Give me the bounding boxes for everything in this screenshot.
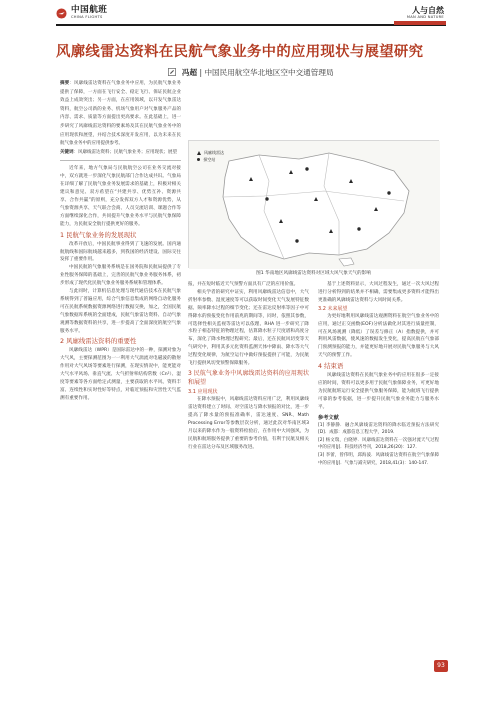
abstract-colon: ： bbox=[69, 81, 74, 86]
section-3-1-continuation: 基于上述资料显示，大风过程发生，通过一次大风过程进行分析得到的结果并不相确，需要集成更多资料才能得出更准确的风廓线雷达资料与大风时间关系。 bbox=[318, 282, 439, 303]
section-name-cn: 人与自然 bbox=[412, 6, 444, 15]
legend-item-sounding bbox=[197, 156, 224, 163]
author-line bbox=[0, 67, 502, 78]
sounding-station-marker bbox=[295, 239, 298, 242]
reference-item: [2] 杨文瑞，白晓婷．风廓线雷达资料在一次强对流天气过程中的应用[J]．科技经济导刊，2018,26(20)：127． bbox=[318, 437, 439, 451]
legend-item-radar bbox=[197, 149, 224, 156]
sounding-station-marker bbox=[265, 197, 268, 200]
section-4-paragraph: 风廓线雷达资料在民航气象业务中的应用在很多一定接应的时间，资料可以更多用于民航气象保障业务，可更好地为民航航班运行安全提供气象服务保障，能为航班飞行提供可靠的参考依据，进一步提升民航气象业务能力与服务水平。 bbox=[318, 373, 439, 410]
section-1-paragraph: 与此同时，计算机信息处理与现代通信技术在民航气象系统得到了普遍应用，综合气象信息集成的网络自动化服务可在民航系统数据资源网络进行数据交换，加之，全国民航气象数据库系统的全面建成，民航气象雷达资料、自动气象观测等数据资料的共享，进一步提高了全面深度的航空气象服务水平。 bbox=[60, 289, 181, 334]
reference-item: [1] 李静静．融合风廓线雷达资料的降水临近预报方法研究[D]．成都：成都信息工程大学，2019． bbox=[318, 422, 439, 436]
author-separator: | bbox=[199, 68, 205, 77]
section-1-heading: 1 民航气象业务的发展现状 bbox=[60, 230, 137, 239]
intro-paragraph: 近年来，地方气象局与民航航空公司在业务交流对接中，双方就进一步深化气象民航部门合作达成共识。气象局在详细了解了民航气象业务发展需求的基础上，积极对相关建议和意见、双方希望在“共建共享、优势互补、资源共享、合作共赢”的原则，充分发挥双方人才和资源优势，从气象资源共享、天气联合会商、人员交流培训、课题合作等方面继续深化合作，共同提升气象业务水平与民航气象保障能力，为民航安全航行提供更好的服务。 bbox=[60, 166, 181, 227]
header-accent-bar bbox=[394, 21, 446, 25]
section-1-paragraph: 改革开放后，中国民航事业得到了飞速的发展。国内通航航线和国际航线越来越多，到我国的经济建设、国际交往发挥了重要作用。 bbox=[60, 241, 181, 263]
triangle-icon bbox=[197, 151, 201, 155]
keywords-text: 风廓线雷达资料；民航气象业务；应用现状；展望 bbox=[78, 149, 177, 155]
section-3-1-heading: 3.1 应用现状 bbox=[188, 389, 218, 396]
dot-icon bbox=[197, 158, 200, 161]
keywords-colon: ： bbox=[73, 149, 78, 155]
section-label bbox=[407, 6, 444, 20]
section-3-heading: 3 民航气象业务中风廓线雷达资料的应用现状和展望 bbox=[188, 369, 309, 386]
references-heading: 参考文献 bbox=[318, 414, 339, 421]
sounding-station-marker bbox=[387, 191, 390, 194]
figure-1 bbox=[188, 140, 439, 268]
reference-item: [3] 李蕾，曾伟明，邱海波．风廓线雷达资料在航空气象保障中的应用[J]．气象与减灾研究，2018,41(3)：140-147． bbox=[318, 453, 439, 466]
keywords-label: 关键词 bbox=[60, 149, 74, 155]
author-name: 冯超 bbox=[181, 68, 198, 77]
pen-icon bbox=[168, 68, 176, 76]
figure-caption: 图1 华南地区风廓线雷达资料对区域大风气象天气的影响 bbox=[256, 271, 371, 276]
column-3 bbox=[318, 281, 439, 467]
column-2 bbox=[188, 281, 309, 452]
abstract bbox=[60, 80, 181, 149]
section-2-paragraph: 相关学者的研究中证实，利用风廓线雷达信息中，大气折射率参数、湿度速度等可以获取时间变化天气发展特征数据、频率降水过程的细节变化；还在雷达反射率等因子中可得降水的预报变化作用前兆的期间等，同时，依照其参数，可选择性相关监视等雷达可以依理、RHA 进一步研究了降水粒子相态特征的物理过程，估算降水粒子尺度谱和高度分布，深化了降水物理过程研究；最后，还在民航风切变等天气研究中，利用其多元化资料监测天体中降雨、降水等大气过程变化规律，为航空运行中做好预报提供了可能，为民航飞行提供风切变预警保障服务。 bbox=[188, 289, 309, 367]
journal-logo bbox=[56, 6, 107, 20]
region-map bbox=[189, 141, 440, 269]
page-number: 93 bbox=[437, 662, 445, 669]
section-3-2-paragraph: 为更好地利用风廓线雷达观测资料在航空气象业务中的应用，通过正交函数(EOF)分析法做化对其进行质量控制，可在风场观测（降低）了误差与修正（A）指数提供，并可利用风雷数据，使风速的数据发生变化，提高民航在气象部门预测预报的能力，并能更好地开展对民航气象服务与大风天气的预警工作。 bbox=[318, 313, 439, 359]
section-2-heading: 2 风廓线雷达资料的重要性 bbox=[60, 337, 137, 346]
section-4-heading: 4 结束语 bbox=[318, 362, 344, 371]
journal-name-cn: 中国航班 bbox=[71, 5, 108, 15]
article-title: 风廓线雷达资料在民航气象业务中的应用现状与展望研究 bbox=[56, 44, 424, 60]
header-rule bbox=[56, 24, 446, 26]
section-3-1-paragraph: 在降水预报中，风廓线雷达资料应用广泛，利用风廓线雷达资料建立了时间、对空雷达与降水预报的对比，进一步提高了降水量的预报准确率，雷达速度、SNR、Math Processing Error等参数层次分析，通过此次对华南区域3月以来的降水作为一般资料检验后，在作用中大风强风，为民航和航班服务提供了重要的参考价值，有利于民航及相关行业在雷达分布及区域服务改进。 bbox=[188, 397, 309, 450]
legend-label: 探空站 bbox=[203, 157, 216, 162]
page-number-badge bbox=[434, 660, 448, 672]
author-affiliation: 中国民用航空华北地区空中交通管理局 bbox=[204, 68, 334, 77]
journal-emblem-icon bbox=[56, 8, 67, 19]
section-1-paragraph: 中国民航的气象服务系统是在国务院和民航局提供了专业性服务保障的基础上，完善的民航气象业务服务体系，初步形成了现代化民航气象业务服务系统和管理体系。 bbox=[60, 265, 181, 287]
keywords bbox=[60, 149, 181, 158]
map-legend bbox=[197, 149, 224, 163]
section-2-continuation: 报，并在短时临近天气预警方面具有广泛的应用价值。 bbox=[188, 282, 299, 287]
sounding-station-marker bbox=[305, 167, 308, 170]
sounding-station-marker bbox=[357, 227, 360, 230]
abstract-text: 风廓线雷达资料在气象业务中应用，为民航气象业务提供了保障，一方面在飞行安全、稳定飞行、保证民航企业效益上成效突出；另一方面，在应用领域，以开发气象雷达资料，航空公司新的业务、机场气象用户对气象服务产品的内容、需求、质量等方面提出更高要求。在此基础上，进一步研究了风廓线雷达资料的要素场及其在民航气象业务中的应用现状和展望，并结合技术深度开发应用，以为未来在民航气象业务中的应用提供参考。 bbox=[60, 81, 181, 147]
journal-name-en: CHINA FLIGHTS bbox=[71, 15, 103, 19]
legend-label: 风廓线雷达 bbox=[204, 150, 224, 155]
section-2-paragraph: 风廓线雷达（WPR）是国际雷达中的一种，探测对象为大气风，主要探测范围为一一利用大气湍流对电磁波的散射作用对大气风场等要素进行探测，在现实情况中，能更能对大气水平风场、垂直气流、大气折射率结构常数（Cn²）、湿度等要素等各方面给定式测量，主要获取的水平风、资料丰富、连续性和实时性好等特点，对临近预报和灾害性天气监测有重要作用。 bbox=[60, 348, 181, 401]
column-1 bbox=[60, 80, 181, 403]
abstract-label: 摘要 bbox=[60, 81, 70, 86]
section-name-en: MAN AND NATURE bbox=[406, 15, 444, 19]
section-3-2-heading: 3.2 未来展望 bbox=[318, 305, 348, 312]
abstract-divider bbox=[60, 160, 181, 161]
